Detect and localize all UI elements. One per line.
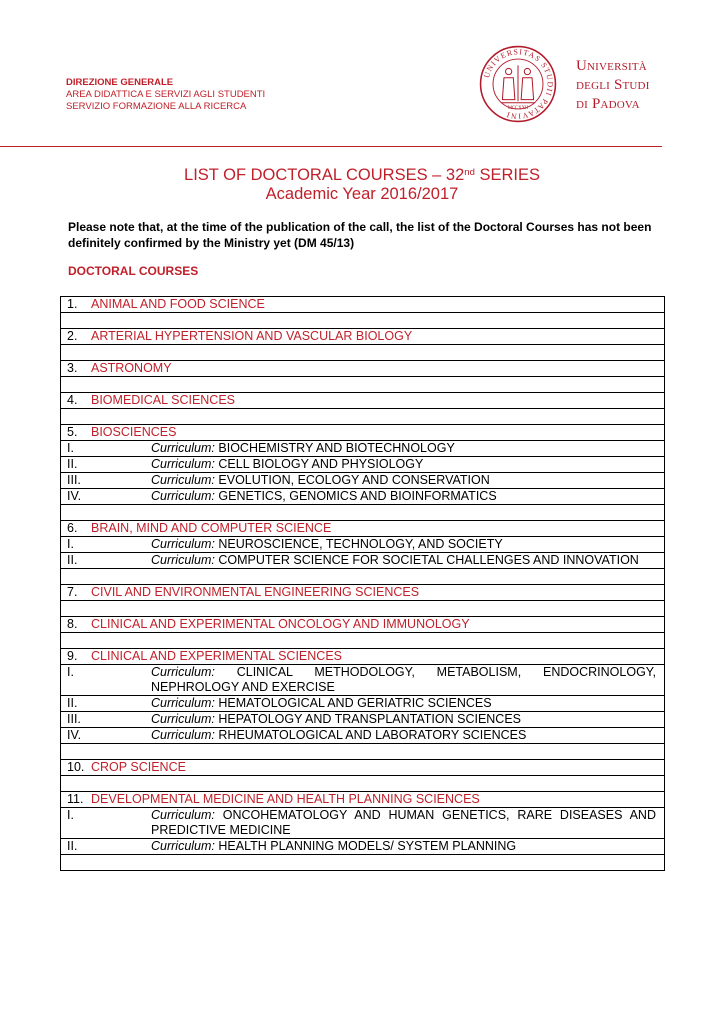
spacer-row xyxy=(61,345,665,361)
spacer-row xyxy=(61,505,665,521)
curriculum-label: Curriculum: xyxy=(151,839,215,853)
course-number: 1. xyxy=(67,297,78,311)
course-row xyxy=(61,393,665,409)
course-row xyxy=(61,760,665,776)
section-heading: DOCTORAL COURSES xyxy=(68,264,199,278)
course-number: 7. xyxy=(67,585,78,599)
course-name: CIVIL AND ENVIRONMENTAL ENGINEERING SCIENCES xyxy=(91,585,420,599)
curriculum-name: HEALTH PLANNING MODELS/ SYSTEM PLANNING xyxy=(218,839,517,853)
page-subtitle: Academic Year 2016/2017 xyxy=(265,185,459,203)
curriculum-row xyxy=(61,696,665,712)
header-divider xyxy=(0,146,662,147)
curriculum-label: Curriculum: xyxy=(151,473,215,487)
course-row xyxy=(61,425,665,441)
university-line: di Padova xyxy=(576,96,640,112)
curriculum-label: Curriculum: xyxy=(151,728,215,742)
course-row xyxy=(61,792,665,808)
curriculum-row xyxy=(61,457,665,473)
curriculum-row xyxy=(61,728,665,744)
spacer-row xyxy=(61,633,665,649)
curriculum-label: Curriculum: xyxy=(151,553,215,567)
curriculum-row xyxy=(61,665,665,696)
course-row xyxy=(61,649,665,665)
course-name: CLINICAL AND EXPERIMENTAL ONCOLOGY AND IMMUNOLOGY xyxy=(91,617,470,631)
course-number: 11. xyxy=(67,792,84,806)
curriculum-numeral: II. xyxy=(67,839,78,853)
curriculum-numeral: I. xyxy=(67,808,74,822)
curriculum-label: Curriculum: xyxy=(151,712,215,726)
curriculum-name: CLINICAL METHODOLOGY, METABOLISM, ENDOCRINOLOGY, NEPHROLOGY AND EXERCISE xyxy=(151,665,656,694)
course-row xyxy=(61,297,665,313)
spacer-row xyxy=(61,409,665,425)
spacer-row xyxy=(61,744,665,760)
curriculum-row xyxy=(61,712,665,728)
curriculum-numeral: II. xyxy=(67,457,78,471)
course-number: 5. xyxy=(67,425,78,439)
curriculum-name: CELL BIOLOGY AND PHYSIOLOGY xyxy=(218,457,424,471)
curriculum-numeral: III. xyxy=(67,712,81,726)
spacer-row xyxy=(61,313,665,329)
course-name: CROP SCIENCE xyxy=(91,760,186,774)
course-number: 8. xyxy=(67,617,78,631)
curriculum-label: Curriculum: xyxy=(151,696,215,710)
curriculum-name: EVOLUTION, ECOLOGY AND CONSERVATION xyxy=(218,473,490,487)
university-line: Università xyxy=(576,58,647,74)
course-name: BIOMEDICAL SCIENCES xyxy=(91,393,236,407)
curriculum-name: BIOCHEMISTRY AND BIOTECHNOLOGY xyxy=(218,441,455,455)
course-name: DEVELOPMENTAL MEDICINE AND HEALTH PLANNING SCIENCES xyxy=(91,792,480,806)
curriculum-label: Curriculum: xyxy=(151,457,215,471)
spacer-row xyxy=(61,855,665,871)
university-name xyxy=(576,57,650,114)
curriculum-row xyxy=(61,441,665,457)
course-number: 9. xyxy=(67,649,78,663)
curriculum-row xyxy=(61,553,665,569)
course-name: BIOSCIENCES xyxy=(91,425,177,439)
curriculum-row xyxy=(61,808,665,839)
curriculum-numeral: I. xyxy=(67,441,74,455)
course-row xyxy=(61,585,665,601)
courses-table xyxy=(60,296,665,871)
seal-year: MCCXXII xyxy=(507,105,529,111)
course-row xyxy=(61,361,665,377)
course-number: 4. xyxy=(67,393,78,407)
course-name: ARTERIAL HYPERTENSION AND VASCULAR BIOLOGY xyxy=(91,329,413,343)
course-row xyxy=(61,617,665,633)
curriculum-name: COMPUTER SCIENCE FOR SOCIETAL CHALLENGES AND INNOVATION xyxy=(218,553,639,567)
seal-text: UNIVERSITAS STUDII PATAVINI xyxy=(482,47,555,121)
curriculum-row xyxy=(61,839,665,855)
course-row xyxy=(61,521,665,537)
curriculum-row xyxy=(61,473,665,489)
department-header xyxy=(66,77,265,113)
curriculum-label: Curriculum: xyxy=(151,489,215,503)
course-name: CLINICAL AND EXPERIMENTAL SCIENCES xyxy=(91,649,342,663)
curriculum-numeral: IV. xyxy=(67,489,82,503)
university-seal-icon xyxy=(479,45,557,123)
course-name: ANIMAL AND FOOD SCIENCE xyxy=(91,297,265,311)
page-title: LIST OF DOCTORAL COURSES – 32nd SERIES xyxy=(184,166,540,184)
dept-line: DIREZIONE GENERALE xyxy=(66,77,174,88)
dept-line: AREA DIDATTICA E SERVIZI AGLI STUDENTI xyxy=(66,89,266,100)
curriculum-name: HEPATOLOGY AND TRANSPLANTATION SCIENCES xyxy=(218,712,522,726)
curriculum-name: ONCOHEMATOLOGY AND HUMAN GENETICS, RARE DISEASES AND PREDICTIVE MEDICINE xyxy=(151,808,656,837)
curriculum-label: Curriculum: xyxy=(151,441,215,455)
curriculum-numeral: II. xyxy=(67,553,78,567)
curriculum-numeral: III. xyxy=(67,473,81,487)
ministry-note: Please note that, at the time of the publication of the call, the list of the Doctoral Courses has not been definitely confirmed by the Ministry yet (DM 45/13) xyxy=(68,220,652,250)
curriculum-row xyxy=(61,489,665,505)
spacer-row xyxy=(61,569,665,585)
course-number: 6. xyxy=(67,521,78,535)
curriculum-label: Curriculum: xyxy=(151,808,215,822)
course-name: ASTRONOMY xyxy=(91,361,172,375)
curriculum-name: NEUROSCIENCE, TECHNOLOGY, AND SOCIETY xyxy=(218,537,503,551)
curriculum-numeral: I. xyxy=(67,537,74,551)
curriculum-name: RHEUMATOLOGICAL AND LABORATORY SCIENCES xyxy=(218,728,527,742)
spacer-row xyxy=(61,601,665,617)
curriculum-numeral: IV. xyxy=(67,728,82,742)
dept-line: SERVIZIO FORMAZIONE ALLA RICERCA xyxy=(66,101,247,112)
curriculum-name: GENETICS, GENOMICS AND BIOINFORMATICS xyxy=(218,489,497,503)
curriculum-label: Curriculum: xyxy=(151,537,215,551)
university-line: degli Studi xyxy=(576,77,650,93)
curriculum-label: Curriculum: xyxy=(151,665,215,679)
spacer-row xyxy=(61,776,665,792)
course-number: 2. xyxy=(67,329,78,343)
course-number: 10. xyxy=(67,760,85,774)
curriculum-row xyxy=(61,537,665,553)
spacer-row xyxy=(61,377,665,393)
course-number: 3. xyxy=(67,361,78,375)
course-name: BRAIN, MIND AND COMPUTER SCIENCE xyxy=(91,521,332,535)
curriculum-name: HEMATOLOGICAL AND GERIATRIC SCIENCES xyxy=(218,696,492,710)
course-row xyxy=(61,329,665,345)
curriculum-numeral: II. xyxy=(67,696,78,710)
curriculum-numeral: I. xyxy=(67,665,74,679)
